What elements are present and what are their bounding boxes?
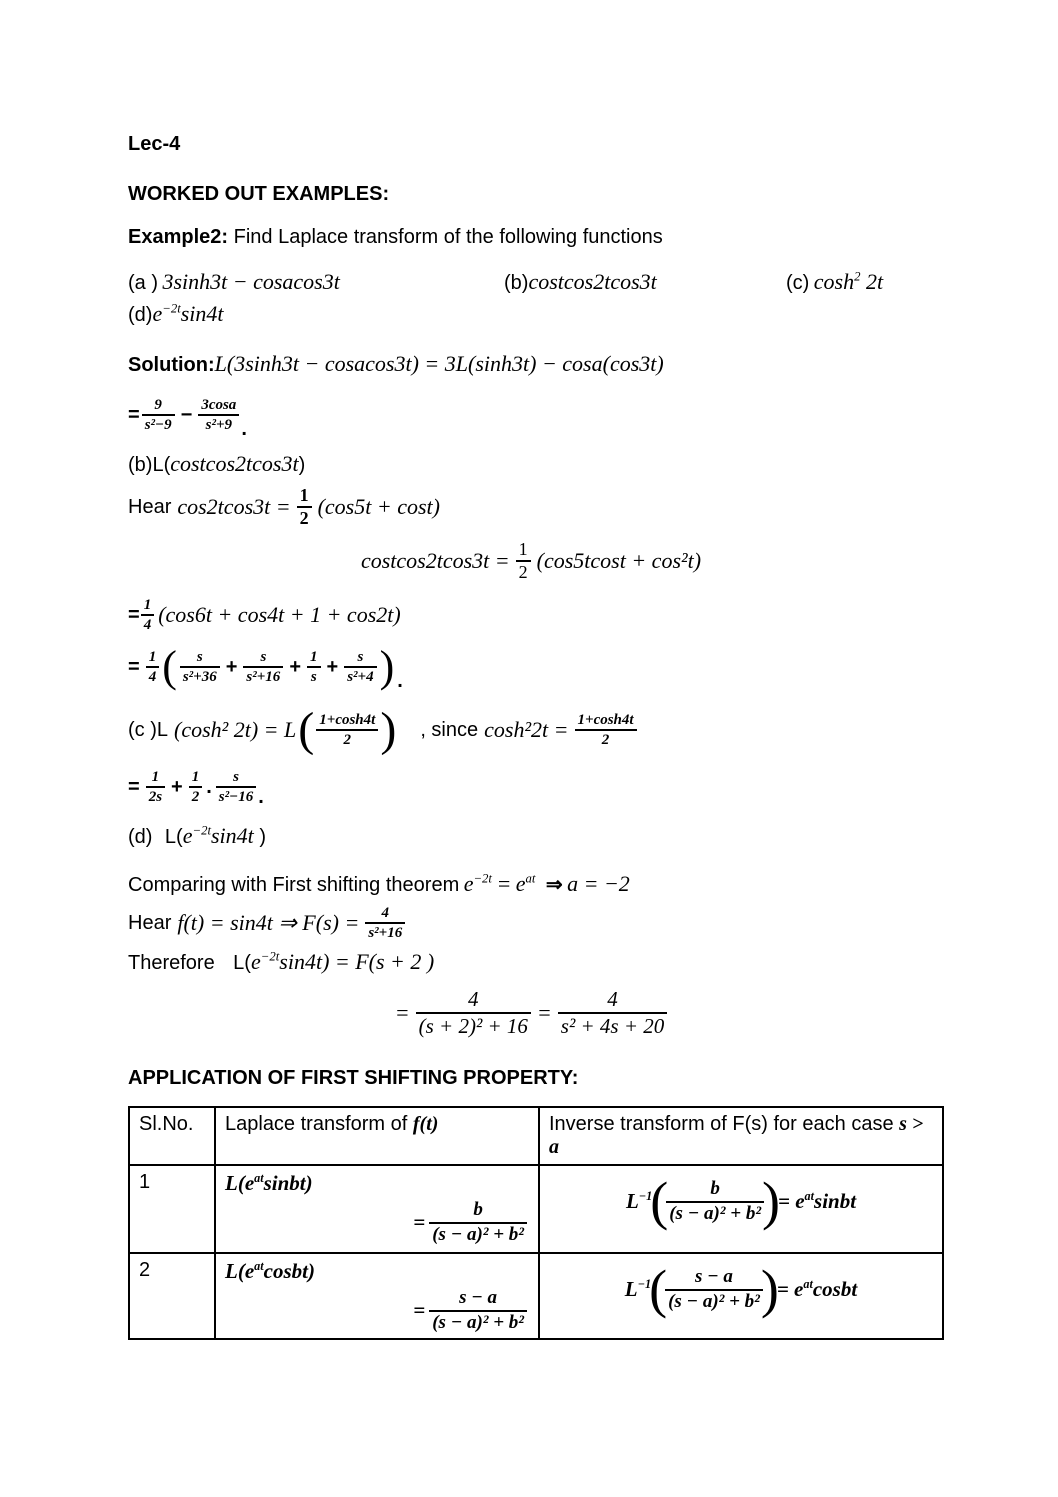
fraction-numerator: 4 — [416, 988, 531, 1014]
fraction-numerator: s — [180, 649, 220, 668]
laplace-rhs — [225, 1288, 529, 1333]
fraction-numerator: s — [216, 769, 256, 788]
centered-identity-line — [128, 533, 934, 589]
fraction-numerator: 1 — [189, 769, 203, 788]
inverse-result: = $e^{at}sinbt$ — [778, 1189, 857, 1214]
fraction-denominator: s²−9 — [144, 417, 172, 433]
fraction-denominator: s²+16 — [368, 925, 403, 941]
hear-line-b — [128, 483, 934, 531]
hear-d-math: f(t) = sin4t ⇒ F(s) = — [177, 910, 360, 935]
problem-d-label: (d) — [128, 304, 153, 326]
fraction-denominator: s²−16 — [218, 789, 254, 805]
header-slno: Sl.No. — [129, 1107, 215, 1165]
close-paren: ) — [379, 642, 395, 692]
fraction-numerator: 1 — [146, 649, 160, 668]
since-text: , since — [420, 718, 479, 741]
fraction — [575, 712, 637, 748]
problem-d — [128, 301, 934, 331]
fraction — [216, 769, 256, 805]
fraction-denominator: (s − a)² + b² — [432, 1223, 524, 1245]
fraction-denominator: 2 — [299, 508, 309, 528]
therefore-math-tail: ) = F(s + 2 ) — [322, 949, 435, 974]
final-result-line — [128, 981, 934, 1045]
fraction — [416, 988, 531, 1037]
table-row — [129, 1253, 943, 1339]
solution-equation: L(3sinh3t − cosacos3t) = 3L(sinh3t) − cosa(cos3t) — [214, 351, 664, 376]
inverse-cell — [539, 1165, 943, 1253]
fraction-denominator: 4 — [143, 617, 152, 633]
row-number: 1 — [129, 1165, 215, 1253]
part-d-line — [128, 823, 934, 853]
fraction — [429, 1288, 527, 1333]
laplace-cell — [215, 1165, 539, 1253]
laplace-lhs: $L(e^{at}sinbt)$ — [225, 1171, 313, 1195]
fraction-denominator: s²+4 — [347, 669, 374, 685]
fraction-numerator: 1 — [146, 769, 165, 788]
fraction — [198, 397, 239, 433]
a-value-math: a = −2 — [567, 871, 630, 896]
problem-a-label: (a ) — [128, 272, 158, 294]
fraction — [344, 649, 376, 685]
center-math: costcos2tcos3t = — [360, 548, 510, 573]
fraction-numerator: 1+cosh4t — [316, 712, 378, 731]
inverse-formula — [549, 1171, 933, 1231]
fraction — [146, 649, 160, 685]
fraction-numerator: 1 — [297, 486, 312, 508]
fraction-numerator: 1 — [307, 649, 321, 668]
equals-sign: = — [128, 603, 140, 626]
problem-a-math: 3sinh3t − cosacos3t — [162, 269, 340, 294]
fraction-numerator: 4 — [558, 988, 667, 1014]
worked-examples-heading: WORKED OUT EXAMPLES: — [128, 183, 390, 205]
close-paren: ) — [762, 1171, 780, 1231]
table-row — [129, 1165, 943, 1253]
plus-operator: + — [326, 655, 339, 678]
fraction-denominator: 2 — [191, 789, 200, 805]
part-c-label: (c )L — [128, 718, 168, 741]
hear-math: cos2tcos3t = — [177, 494, 291, 519]
hear-label: Hear — [128, 495, 172, 518]
equals-sign: = — [413, 1298, 426, 1323]
open-paren: ( — [162, 642, 177, 692]
fraction — [558, 988, 667, 1037]
fraction — [666, 1179, 764, 1224]
laplace-open: L( — [233, 952, 251, 974]
fraction-denominator: s² + 4s + 20 — [560, 1014, 665, 1038]
example-line — [128, 226, 934, 249]
period: . — [397, 670, 403, 692]
cosh-identity-math: cosh²2t = — [484, 717, 569, 742]
equals-sign: = — [394, 1000, 410, 1025]
fraction — [146, 769, 165, 805]
fraction-denominator: (s − a)² + b² — [668, 1290, 760, 1312]
close-paren: ) — [760, 1259, 779, 1319]
hear-math-tail: (cos5t + cost) — [317, 494, 440, 519]
comparing-text: Comparing with First shifting theorem — [128, 874, 460, 896]
fraction — [516, 540, 531, 583]
fraction — [141, 597, 155, 633]
implies-arrow: ⇒ — [545, 874, 563, 896]
solution-step-line — [128, 389, 934, 441]
solution-line — [128, 351, 934, 377]
fraction-numerator: 9 — [142, 397, 175, 416]
fraction-denominator: (s − a)² + b² — [432, 1311, 524, 1333]
therefore-label: Therefore — [128, 952, 215, 974]
hear-line-d — [128, 901, 934, 945]
hear-label: Hear — [128, 911, 172, 934]
fraction-numerator: b — [429, 1200, 527, 1224]
therefore-math: $e^{-2t}\sin 4t$ — [250, 949, 323, 974]
plus-operator: + — [289, 655, 301, 678]
fraction — [365, 905, 405, 941]
fraction-numerator: 4 — [365, 905, 405, 924]
equals-sign: = — [128, 655, 140, 678]
fraction — [297, 486, 312, 529]
fraction-denominator: s²+16 — [246, 669, 281, 685]
part-c-line — [128, 703, 934, 757]
example-text: Find Laplace transform of the following functions — [233, 226, 663, 248]
shifting-property-table — [128, 1106, 944, 1340]
fraction — [316, 712, 378, 748]
equals-sign: = — [128, 403, 140, 426]
fraction-denominator: s — [310, 669, 317, 685]
fraction — [142, 397, 175, 433]
problem-b — [504, 269, 657, 295]
period: . — [241, 418, 247, 440]
problem-c — [786, 269, 883, 295]
fraction — [307, 649, 321, 685]
fraction-denominator: s²+36 — [182, 669, 217, 685]
document-content — [128, 0, 934, 1340]
part-b-math: costcos2tcos3t — [170, 451, 299, 476]
problem-a — [128, 269, 340, 294]
fraction-denominator: s²+9 — [205, 417, 232, 433]
equals-sign: = — [536, 1000, 552, 1025]
header-laplace: Laplace transform of f(t) — [215, 1107, 539, 1165]
open-paren: ( — [298, 702, 315, 756]
plus-operator: + — [225, 655, 238, 678]
solution-label: Solution: — [128, 354, 215, 376]
fraction — [665, 1267, 763, 1312]
laplace-lhs: $L(e^{at}cosbt)$ — [225, 1259, 315, 1283]
problem-b-label: (b) — [504, 272, 529, 294]
equals-sign: = — [128, 775, 140, 798]
inverse-formula — [549, 1259, 933, 1319]
dot-operator: . — [206, 775, 212, 798]
fraction-numerator: s — [243, 649, 283, 668]
fraction — [180, 649, 220, 685]
transform-sum-line — [128, 641, 934, 693]
fraction-numerator: s − a — [665, 1267, 763, 1291]
part-c-result-line — [128, 765, 934, 809]
problem-b-math: costcos2tcos3t — [528, 269, 657, 294]
lecture-title: Lec-4 — [128, 133, 181, 155]
equals-sign: = — [413, 1210, 426, 1235]
fraction-numerator: 1 — [516, 540, 531, 562]
part-d-label: (d) — [128, 826, 153, 848]
part-b-label: (b)L( — [128, 454, 171, 476]
fraction-denominator: 2 — [343, 732, 352, 748]
fraction-denominator: (s − a)² + b² — [669, 1202, 762, 1224]
fraction-numerator: s − a — [429, 1288, 527, 1312]
problem-d-math: $e^{-2t}\sin 4t$ — [152, 301, 224, 326]
comparing-line — [128, 871, 934, 897]
laplace-rhs — [225, 1200, 529, 1245]
open-paren: ( — [649, 1259, 668, 1319]
equals-sign: = — [496, 871, 512, 896]
fraction-numerator: 1 — [141, 597, 155, 616]
part-d-math: $e^{-2t}\sin 4t$ — [182, 823, 254, 848]
f-of-t-math: f(t) — [412, 1113, 439, 1135]
fraction-denominator: 4 — [148, 669, 157, 685]
inverse-operator: $L^{-1}$ — [624, 1277, 652, 1302]
fraction-denominator: 2s — [148, 789, 163, 805]
part-b-close: ) — [298, 454, 306, 476]
fraction — [429, 1200, 527, 1245]
fraction-denominator: 2 — [601, 732, 610, 748]
row-number: 2 — [129, 1253, 215, 1339]
fraction-denominator: 2 — [518, 562, 528, 582]
fraction-numerator: s — [344, 649, 376, 668]
therefore-line — [128, 949, 934, 975]
problems-row — [128, 269, 934, 299]
header-inverse: Inverse transform of F(s) for each case s > a — [539, 1107, 943, 1165]
part-b-heading — [128, 451, 934, 477]
problem-c-label: (c) — [786, 272, 810, 294]
fraction-numerator: 1+cosh4t — [575, 712, 637, 731]
laplace-open: L( — [164, 826, 183, 848]
inverse-cell — [539, 1253, 943, 1339]
fraction — [189, 769, 203, 805]
table-header-row — [129, 1107, 943, 1165]
part-c-math: (cosh² 2t) = L — [174, 717, 297, 742]
center-math-tail: (cos5tcost + cos²t) — [536, 548, 702, 573]
exp-rhs: $e^{at}$ — [515, 871, 536, 896]
fraction-denominator: (s + 2)² + 16 — [418, 1014, 528, 1038]
laplace-close: ) — [253, 826, 267, 848]
problem-c-math: $\cosh^2 2t$ — [813, 269, 884, 294]
s-greater-a-math: s > a — [549, 1113, 924, 1158]
fraction-numerator: 3cosa — [198, 397, 239, 416]
plus-operator: + — [171, 775, 183, 798]
open-paren: ( — [650, 1171, 669, 1231]
period: . — [258, 786, 264, 808]
fraction — [243, 649, 283, 685]
expansion-line — [128, 593, 934, 637]
exp-lhs: $e^{-2t}$ — [463, 871, 492, 896]
close-paren: ) — [380, 702, 397, 756]
application-heading: APPLICATION OF FIRST SHIFTING PROPERTY: — [128, 1067, 579, 1089]
fraction-numerator: b — [666, 1179, 764, 1203]
inverse-result: = $e^{at}cosbt$ — [776, 1277, 858, 1302]
expansion-math: (cos6t + cos4t + 1 + cos2t) — [158, 602, 401, 627]
minus-operator: − — [180, 403, 193, 426]
example-label: Example2: — [128, 226, 229, 248]
laplace-cell — [215, 1253, 539, 1339]
inverse-operator: $L^{-1}$ — [625, 1189, 653, 1214]
